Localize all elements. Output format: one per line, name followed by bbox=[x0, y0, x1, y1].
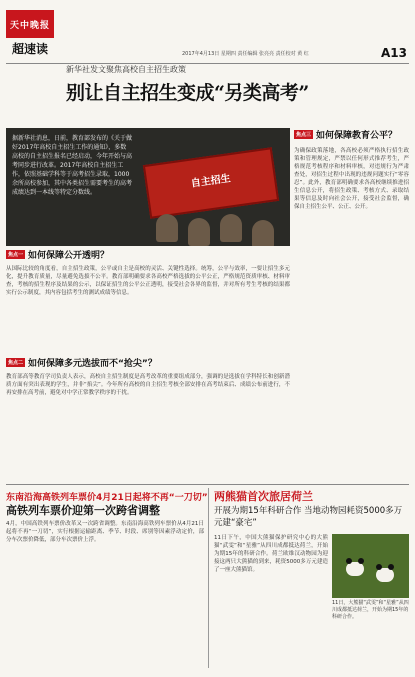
panda-photo bbox=[332, 534, 409, 598]
lead-intro: 据新华社消息，日前，教育部发布的《关于做好2017年高校自主招生工作的通知》，多数高校的自主招生报名已经启动，今年开始与高考同步进行改革。2017年高校自主招生工作，依照基础学科等于高考招生录取，1000余所高校参加，其中各类招生需要考生的高考成绩达到一本线等特定分数线。 bbox=[12, 135, 133, 196]
sidebar-focus bbox=[294, 128, 409, 480]
photo-figure bbox=[188, 218, 210, 246]
focus-two-title: 如何保障多元选拔而不“抢尖”？ bbox=[28, 359, 157, 369]
rail-text: 4月，中国高铁列车票价改革又一次跨省调整。东南沿海高铁列车票价从4月21日起将不再“一刀切”，实行根据运输距离、季节、时段、席别等因素浮动定价，部分车次票价降低，部分车次票价上浮。 bbox=[6, 521, 204, 543]
photo-figure bbox=[156, 214, 178, 242]
rail-headline: 高铁列车票价迎第一次跨省调整 bbox=[6, 504, 160, 517]
lead-headline: 别让自主招生变成“另类高考” bbox=[66, 82, 309, 104]
sidebar-title: 如何保障教育公平？ bbox=[316, 131, 398, 141]
focus-two-text: 教育部高等教育学司负责人表示，高校自主招生制度是高考改革的重要组成部分，强调的是选拔在学科特长和创新潜质方面有突出表现的学生，并非“掐尖”。今年所有高校的自主招生考核全部安排在高考结束后、成绩公布前进行，不再安排在高考前，避免对中学正常教学秩序的干扰。 bbox=[6, 374, 290, 396]
sidebar-heading bbox=[294, 128, 409, 141]
masthead-logo: 天中晚报 bbox=[6, 10, 54, 38]
photo-board-text: 自主招生 bbox=[190, 173, 232, 190]
page-header bbox=[0, 0, 415, 104]
focus-two-badge: 焦点二 bbox=[8, 360, 24, 366]
photo-figure bbox=[220, 214, 242, 242]
focus-two-heading bbox=[6, 356, 290, 369]
panda-body bbox=[346, 562, 364, 576]
panda-text: 11日下午，中国大熊猫保护研究中心的大熊猫“武雯”和“星雅”从四川成都抵达荷兰，开始为期15年的科研合作。荷兰欧维汉动物园为迎接这两只大熊猫的到来，耗资5000多万元建造了一座大熊猫馆。 bbox=[214, 535, 328, 573]
page-number: A13 bbox=[381, 46, 407, 60]
column-rule bbox=[208, 488, 209, 668]
photo-figure bbox=[252, 220, 274, 246]
lead-kicker: 新华社发文聚焦高校自主招生政策 bbox=[66, 65, 186, 74]
panda-caption: 11日，大熊猫“武雯”和“星雅”从四川成都抵达荷兰，开始为期15年的科研合作。 bbox=[332, 600, 409, 620]
section-rule bbox=[6, 484, 409, 485]
panda-ear bbox=[388, 564, 394, 570]
panda-ear bbox=[358, 558, 364, 564]
sidebar-text: 为确保政策落地，各高校必须严格执行招生政策和管理规定，严禁以任何形式推荐考生，严格规范考核程序和材料审核，对违规行为严肃查处，对招生过程中出现的违规问题实行“零容忍”。此外，教育部明确要求各高校继续推进招生信息公开，将招生政策、考核方式、录取结果等信息及时向社会公开，接受社会监督，确保自主招生公平、公正、公开。 bbox=[294, 148, 409, 210]
section-name: 超速读 bbox=[11, 42, 48, 56]
panda-body bbox=[376, 568, 394, 582]
rail-kicker: 东南沿海高铁列车票价4月21日起将不再“一刀切” bbox=[6, 493, 208, 503]
photo-board bbox=[143, 147, 279, 219]
focus-two bbox=[6, 356, 290, 483]
lead-photo bbox=[6, 128, 290, 246]
focus-one-title: 如何保障公开透明？ bbox=[28, 251, 110, 261]
focus-one-badge: 焦点一 bbox=[8, 252, 24, 258]
dateline: 2017年4月13日 星期四 责任编辑 张亮亮 责任校对 黄 红 bbox=[182, 51, 309, 57]
panda-subtitle: 开展为期15年科研合作 当地动物园耗资5000多万元建“豪宅” bbox=[214, 506, 403, 528]
panda-ear bbox=[346, 558, 352, 564]
focus-one-heading bbox=[6, 248, 290, 261]
focus-one-text: 从国际比较的角度看，自主招生政策，公平或自主是高校的灵活、关键性选择。统筹，公平与效率，一要让招生多元化，提升教育质量，尽量避免选拔不公平。教育部明确要求各高校严格选拔的公平公正，严格规范资质审核、材料审查，考核的招生程序及结果的公示，以保证招生的公平公正透明，接受社会各界的监督，并对所有考生考核的结果都实行公示制度，其内容包括考生的测试成绩等信息。 bbox=[6, 266, 290, 296]
panda-ear bbox=[376, 564, 382, 570]
sidebar-badge: 焦点三 bbox=[296, 132, 312, 138]
focus-one bbox=[6, 248, 290, 353]
panda-headline: 两熊猫首次旅居荷兰 bbox=[214, 490, 313, 503]
